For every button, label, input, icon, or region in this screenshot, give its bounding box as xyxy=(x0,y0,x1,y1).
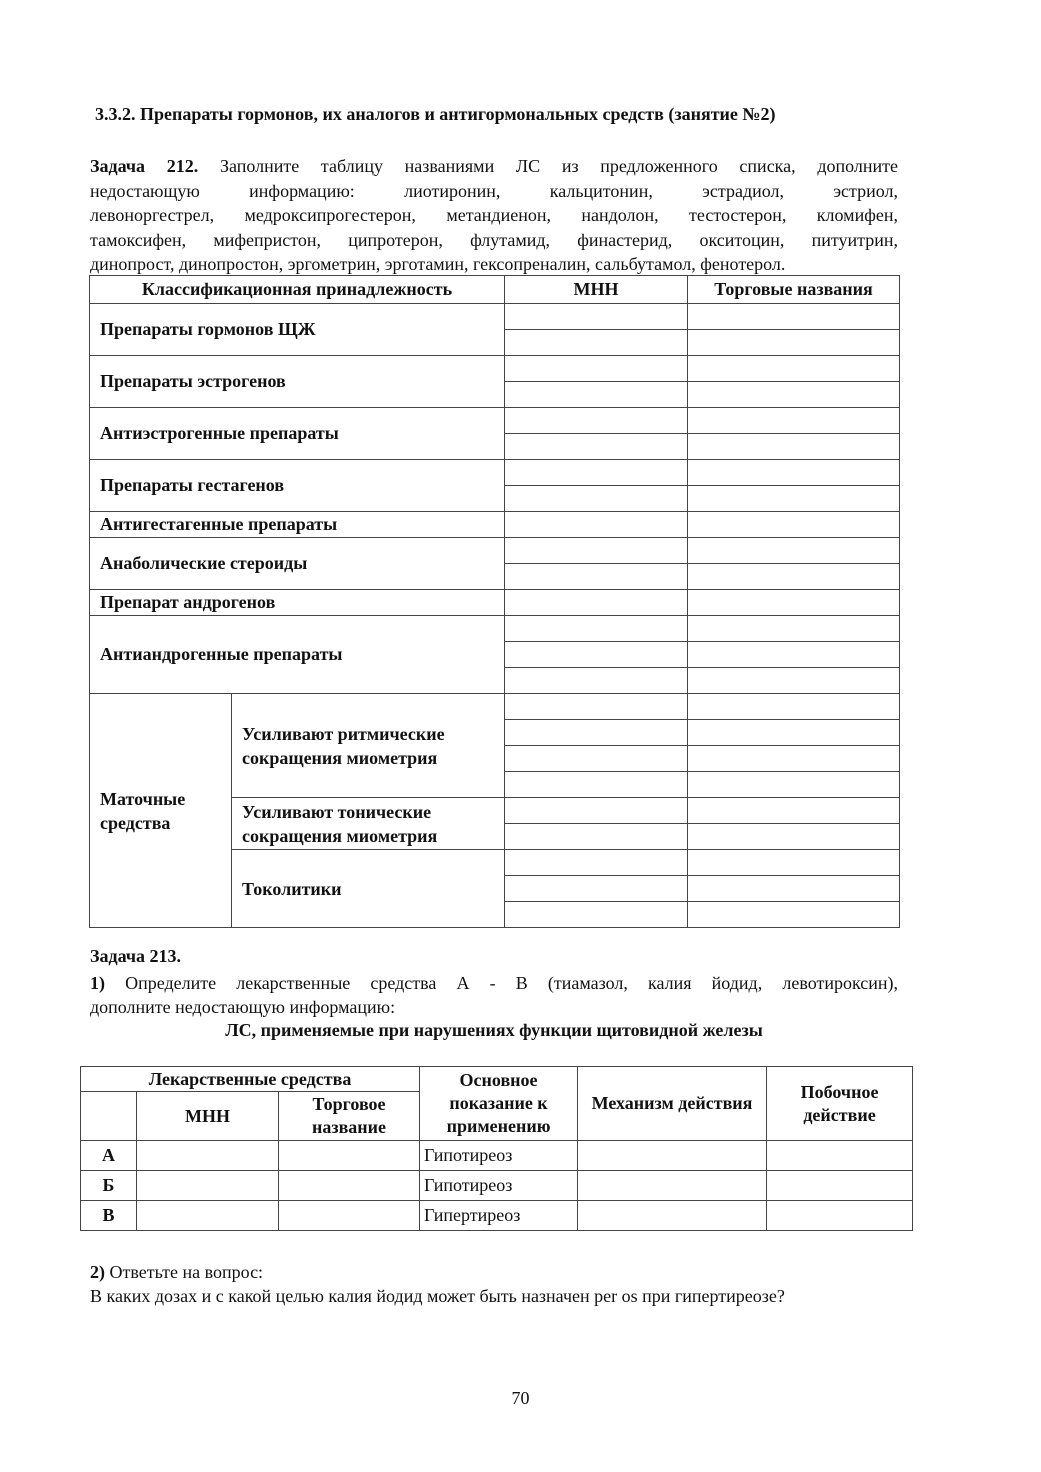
group-label: Препараты гестагенов xyxy=(90,460,505,512)
header-classification: Классификационная принадлежность xyxy=(90,276,505,304)
input-cell[interactable] xyxy=(688,330,900,356)
input-cell[interactable] xyxy=(137,1201,279,1231)
input-cell[interactable] xyxy=(688,694,900,720)
group-label: Антиандрогенные препараты xyxy=(90,616,505,694)
input-cell[interactable] xyxy=(688,850,900,876)
input-cell[interactable] xyxy=(505,330,688,356)
input-cell[interactable] xyxy=(688,564,900,590)
group-label: Препараты гормонов ЩЖ xyxy=(90,304,505,356)
input-cell[interactable] xyxy=(688,824,900,850)
input-cell[interactable] xyxy=(688,304,900,330)
input-cell[interactable] xyxy=(505,668,688,694)
input-cell[interactable] xyxy=(688,460,900,486)
header-mechanism: Механизм действия xyxy=(578,1067,767,1141)
input-cell[interactable] xyxy=(505,616,688,642)
uterine-group-label: Маточные средства xyxy=(90,694,232,928)
task-212-line: Заполните таблицу названиями ЛС из предложенного списка, дополните xyxy=(198,156,899,176)
input-cell[interactable] xyxy=(505,772,688,798)
input-cell[interactable] xyxy=(279,1201,420,1231)
question-2-number: 2) xyxy=(90,1262,105,1282)
question-2-label: Ответьте на вопрос: xyxy=(105,1262,264,1282)
input-cell[interactable] xyxy=(767,1201,913,1231)
input-cell[interactable] xyxy=(688,902,900,928)
input-cell[interactable] xyxy=(688,356,900,382)
header-blank xyxy=(81,1092,137,1141)
group-label: Антигестагенные препараты xyxy=(90,512,505,538)
task-213-label: Задача 213. xyxy=(90,946,182,966)
input-cell[interactable] xyxy=(505,434,688,460)
task-213-question-1 xyxy=(90,971,898,1019)
input-cell[interactable] xyxy=(505,460,688,486)
group-label: Анаболические стероиды xyxy=(90,538,505,590)
task-212-line: динопрост, динопростон, эргометрин, эрготамин, гексопреналин, сальбутамол, фенотерол. xyxy=(90,254,786,274)
input-cell[interactable] xyxy=(505,356,688,382)
task-212-line: тамоксифен, мифепристон, ципротерон, флутамид, финастерид, окситоцин, питуитрин, xyxy=(90,229,898,250)
input-cell[interactable] xyxy=(505,850,688,876)
question-1-line: Определите лекарственные средства А - В (тиамазол, калия йодид, левотироксин), xyxy=(105,973,898,993)
input-cell[interactable] xyxy=(688,876,900,902)
input-cell[interactable] xyxy=(688,772,900,798)
question-2-text: В каких дозах и с какой целью калия йодид может быть назначен per os при гипертиреозе? xyxy=(90,1286,785,1306)
input-cell[interactable] xyxy=(688,668,900,694)
task-212-text xyxy=(90,154,898,277)
header-drugs: Лекарственные средства xyxy=(81,1067,420,1092)
task-213-question-2 xyxy=(90,1260,790,1308)
input-cell[interactable] xyxy=(505,538,688,564)
header-side-effect: Побочное действие xyxy=(767,1067,913,1141)
subgroup-label: Усиливают тонические сокращения миометрия xyxy=(232,798,505,850)
header-trade-names: Торговые названия xyxy=(688,276,900,304)
input-cell[interactable] xyxy=(688,616,900,642)
input-cell[interactable] xyxy=(505,876,688,902)
input-cell[interactable] xyxy=(767,1141,913,1171)
input-cell[interactable] xyxy=(505,798,688,824)
input-cell[interactable] xyxy=(688,746,900,772)
input-cell[interactable] xyxy=(505,408,688,434)
question-1-number: 1) xyxy=(90,973,105,993)
input-cell[interactable] xyxy=(505,590,688,616)
header-mnn: МНН xyxy=(505,276,688,304)
group-label: Препараты эстрогенов xyxy=(90,356,505,408)
indication-cell: Гипотиреоз xyxy=(420,1171,578,1201)
input-cell[interactable] xyxy=(688,434,900,460)
input-cell[interactable] xyxy=(505,720,688,746)
row-label: В xyxy=(81,1201,137,1231)
input-cell[interactable] xyxy=(578,1141,767,1171)
input-cell[interactable] xyxy=(767,1171,913,1201)
row-label: А xyxy=(81,1141,137,1171)
group-label: Препарат андрогенов xyxy=(90,590,505,616)
input-cell[interactable] xyxy=(578,1201,767,1231)
task-212-line: левоноргестрел, медроксипрогестерон, метандиенон, нандолон, тестостерон, кломифен, xyxy=(90,205,898,225)
input-cell[interactable] xyxy=(688,538,900,564)
header-trade-name: Торговое название xyxy=(279,1092,420,1141)
indication-cell: Гипертиреоз xyxy=(420,1201,578,1231)
page-number: 70 xyxy=(511,1388,530,1408)
table-caption: ЛС, применяемые при нарушениях функции щитовидной железы xyxy=(225,1020,763,1040)
row-label: Б xyxy=(81,1171,137,1201)
question-1-line: дополните недостающую информацию: xyxy=(90,997,396,1017)
header-indication: Основное показание к применению xyxy=(420,1067,578,1141)
input-cell[interactable] xyxy=(505,642,688,668)
input-cell[interactable] xyxy=(688,798,900,824)
header-mnn: МНН xyxy=(137,1092,279,1141)
input-cell[interactable] xyxy=(137,1171,279,1201)
input-cell[interactable] xyxy=(505,382,688,408)
input-cell[interactable] xyxy=(688,512,900,538)
task-212-label: Задача 212. xyxy=(90,156,199,176)
input-cell[interactable] xyxy=(505,304,688,330)
input-cell[interactable] xyxy=(505,694,688,720)
input-cell[interactable] xyxy=(279,1141,420,1171)
group-label: Антиэстрогенные препараты xyxy=(90,408,505,460)
input-cell[interactable] xyxy=(505,564,688,590)
thyroid-drugs-table xyxy=(80,1066,913,1231)
indication-cell: Гипотиреоз xyxy=(420,1141,578,1171)
input-cell[interactable] xyxy=(688,408,900,434)
input-cell[interactable] xyxy=(688,720,900,746)
input-cell[interactable] xyxy=(688,642,900,668)
subgroup-label: Усиливают ритмические сокращения миометрия xyxy=(232,694,505,798)
input-cell[interactable] xyxy=(688,590,900,616)
section-heading: 3.3.2. Препараты гормонов, их аналогов и антигормональных средств (занятие №2) xyxy=(95,104,776,124)
input-cell[interactable] xyxy=(505,824,688,850)
input-cell[interactable] xyxy=(505,512,688,538)
task-212-line: недостающую информацию: лиотиронин, кальцитонин, эстрадиол, эстриол, xyxy=(90,180,898,201)
input-cell[interactable] xyxy=(279,1171,420,1201)
input-cell[interactable] xyxy=(505,746,688,772)
classification-table xyxy=(89,275,900,928)
input-cell[interactable] xyxy=(505,486,688,512)
input-cell[interactable] xyxy=(688,382,900,408)
input-cell[interactable] xyxy=(505,902,688,928)
subgroup-label: Токолитики xyxy=(232,850,505,928)
input-cell[interactable] xyxy=(578,1171,767,1201)
input-cell[interactable] xyxy=(137,1141,279,1171)
input-cell[interactable] xyxy=(688,486,900,512)
